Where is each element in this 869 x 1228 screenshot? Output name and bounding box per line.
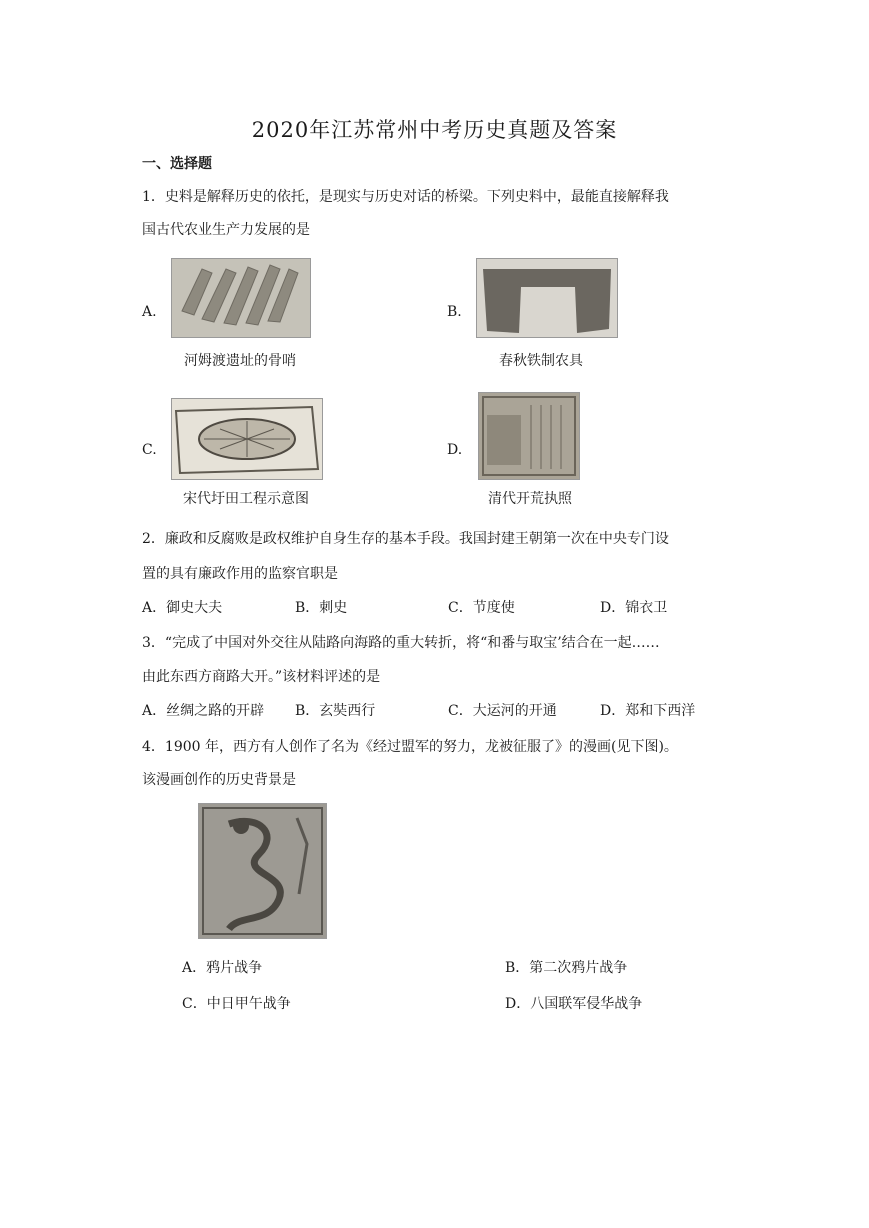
q1-option-b-caption: 春秋铁制农具 [499, 353, 583, 369]
q2-option-c: C．节度使 [448, 600, 515, 616]
q1-option-a-caption: 河姆渡遗址的骨哨 [184, 353, 296, 369]
bone-whistle-photo [171, 258, 311, 338]
q4-option-b: B．第二次鸦片战争 [505, 960, 628, 976]
land-permit-photo [478, 392, 580, 480]
iron-tool-photo [476, 258, 618, 338]
q1-stem-line1: 1．史料是解释历史的依托，是现实与历史对话的桥梁。下列史料中，最能直接解释我 [142, 189, 669, 205]
q2-option-d: D．锦衣卫 [600, 600, 668, 616]
q2-option-b: B．刺史 [295, 600, 348, 616]
q1-option-b-letter: B. [447, 304, 462, 320]
q1-option-c-caption: 宋代圩田工程示意图 [183, 491, 309, 507]
page-title: 2020年江苏常州中考历史真题及答案 [251, 118, 618, 142]
q2-option-a: A．御史大夫 [142, 600, 223, 616]
q2-stem-line1: 2．廉政和反腐败是政权维护自身生存的基本手段。我国封建王朝第一次在中央专门设 [142, 531, 669, 547]
q3-stem-line2: 由此东西方商路大开。”该材料评述的是 [142, 669, 381, 685]
q1-option-d-caption: 清代开荒执照 [488, 491, 572, 507]
q3-option-b: B．玄奘西行 [295, 703, 376, 719]
q1-stem-line2: 国古代农业生产力发展的是 [142, 222, 310, 238]
q2-stem-line2: 置的具有廉政作用的监察官职是 [142, 566, 338, 582]
q1-option-c-letter: C. [142, 442, 157, 458]
q3-option-d: D．郑和下西洋 [600, 703, 696, 719]
polder-diagram-image [171, 398, 323, 480]
q4-option-a: A．鸦片战争 [182, 960, 263, 976]
q3-stem-line1: 3．“完成了中国对外交往从陆路向海路的重大转折，将“和番与取宝’结合在一起…… [142, 635, 660, 651]
q4-stem-line2: 该漫画创作的历史背景是 [142, 772, 296, 788]
q4-option-d: D．八国联军侵华战争 [505, 996, 643, 1012]
q3-option-c: C．大运河的开通 [448, 703, 557, 719]
q3-option-a: A．丝绸之路的开辟 [142, 703, 265, 719]
q4-option-c: C．中日甲午战争 [182, 996, 291, 1012]
q1-option-a-letter: A. [142, 304, 157, 320]
q1-option-d-letter: D. [447, 442, 463, 458]
section-heading: 一、选择题 [142, 156, 212, 172]
q4-stem-line1: 4．1900 年，西方有人创作了名为《经过盟军的努力，龙被征服了》的漫画(见下图)。 [142, 739, 678, 755]
dragon-cartoon-image [198, 803, 327, 939]
